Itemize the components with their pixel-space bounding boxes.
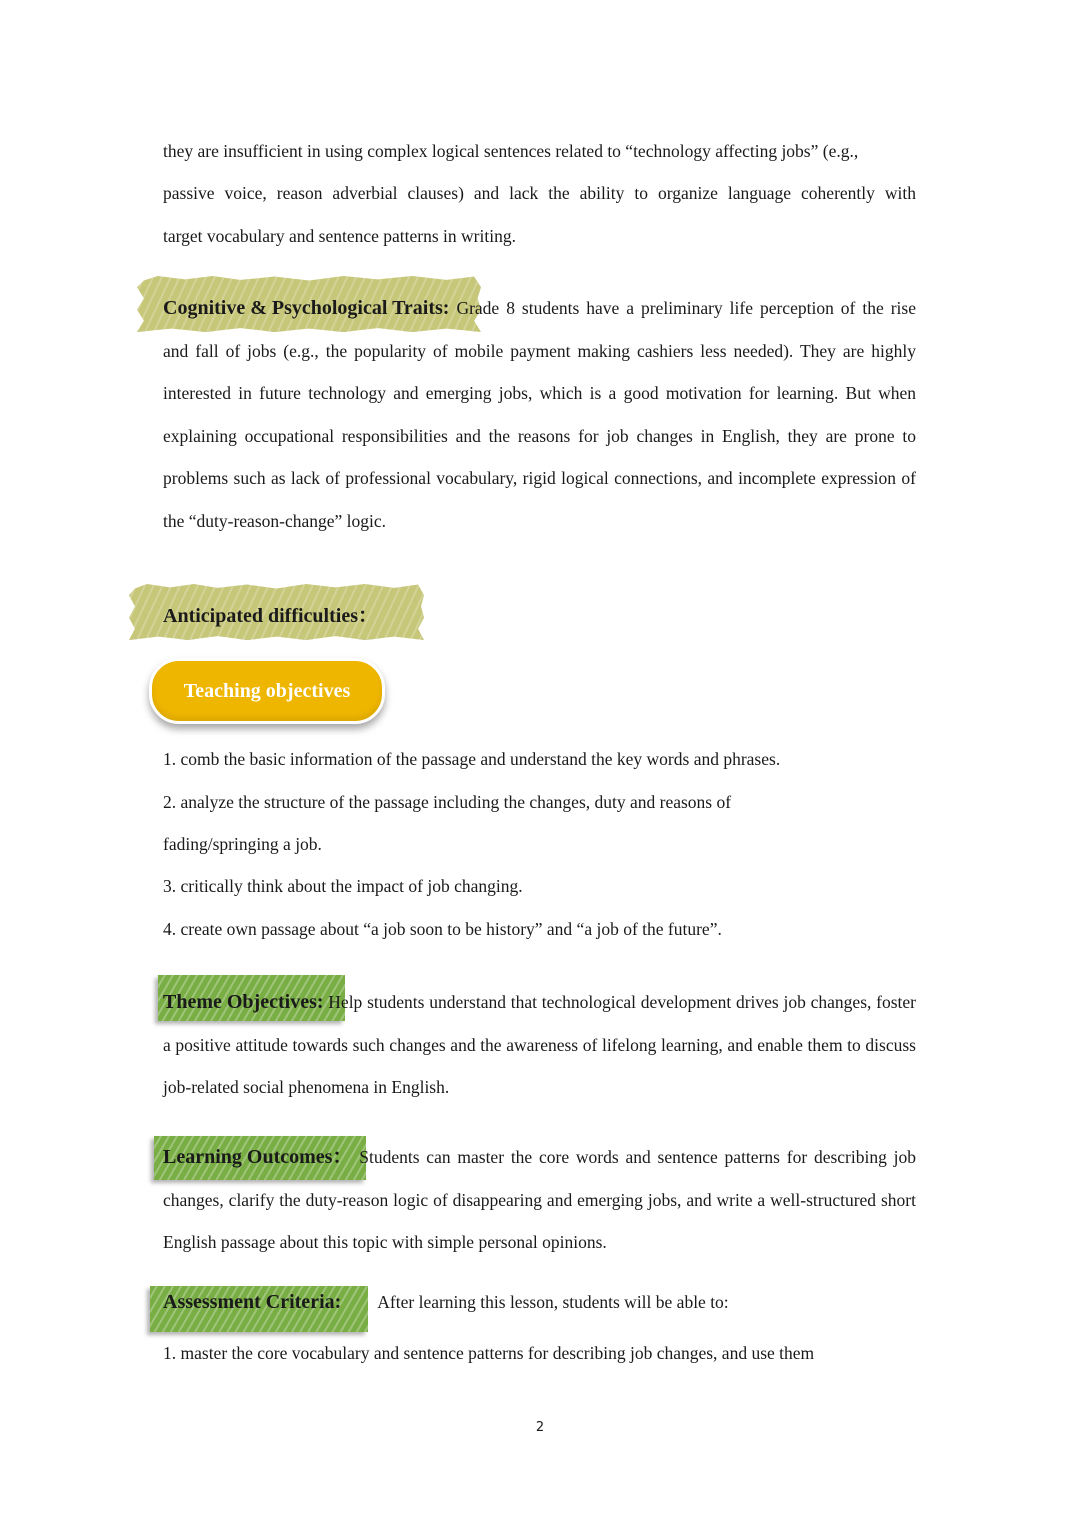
intro-line-3: target vocabulary and sentence patterns in writing.	[163, 226, 516, 246]
teaching-objectives-label: Teaching objectives	[183, 679, 351, 702]
cognitive-text: Grade 8 students have a preliminary life perception of the rise and fall of jobs (e.g., the popularity of mobile payment making cashiers less needed). They are highly interested in future technology and emerging jobs, which is a good motivation for learning. But when explaining occupational responsibilities and the reasons for job changes in English, they are prone to problems such as lack of professional vocabulary, rigid logical connections, and incomplete expression of the “duty-reason-change” logic.	[163, 298, 916, 531]
theme-paragraph	[163, 981, 916, 1109]
outcomes-paragraph	[163, 1136, 916, 1264]
outcomes-text: Students can master the core words and sentence patterns for describing job changes, clarify the duty-reason logic of disappearing and emerging jobs, and write a well-structured short English passage about this topic with simple personal opinions.	[163, 1147, 916, 1252]
difficulties-heading: Anticipated difficulties：	[163, 605, 378, 627]
teaching-objectives-badge	[149, 658, 385, 724]
intro-line-2: passive voice, reason adverbial clauses) and lack the ability to organize language coherently with	[163, 183, 916, 203]
difficulties-paragraph	[163, 599, 378, 628]
cognitive-paragraph	[163, 287, 916, 542]
outcomes-heading: Learning Outcomes：	[163, 1146, 353, 1168]
objective-item-4: 4. create own passage about “a job soon to be history” and “a job of the future”.	[163, 919, 722, 939]
cognitive-heading: Cognitive & Psychological Traits:	[163, 297, 450, 319]
objective-item-2-cont: fading/springing a job.	[163, 834, 322, 854]
assessment-heading: Assessment Criteria:	[163, 1291, 342, 1313]
objective-item-1: 1. comb the basic information of the passage and understand the key words and phrases.	[163, 749, 781, 769]
assessment-paragraph	[163, 1291, 729, 1314]
page-number: 2	[535, 1420, 545, 1435]
theme-text: Help students understand that technological development drives job changes, foster a positive attitude towards such changes and the awareness of lifelong learning, and enable them to discuss job-related social phenomena in English.	[163, 992, 916, 1097]
theme-heading: Theme Objectives:	[163, 991, 324, 1013]
objective-item-2: 2. analyze the structure of the passage including the changes, duty and reasons of	[163, 792, 732, 812]
assessment-text: After learning this lesson, students will be able to:	[377, 1292, 729, 1312]
objective-item-3: 3. critically think about the impact of job changing.	[163, 876, 523, 896]
intro-line-1: they are insufficient in using complex logical sentences related to “technology affecting jobs” (e.g.,	[163, 141, 859, 161]
assessment-item-1: 1. master the core vocabulary and sentence patterns for describing job changes, and use them	[163, 1343, 815, 1363]
